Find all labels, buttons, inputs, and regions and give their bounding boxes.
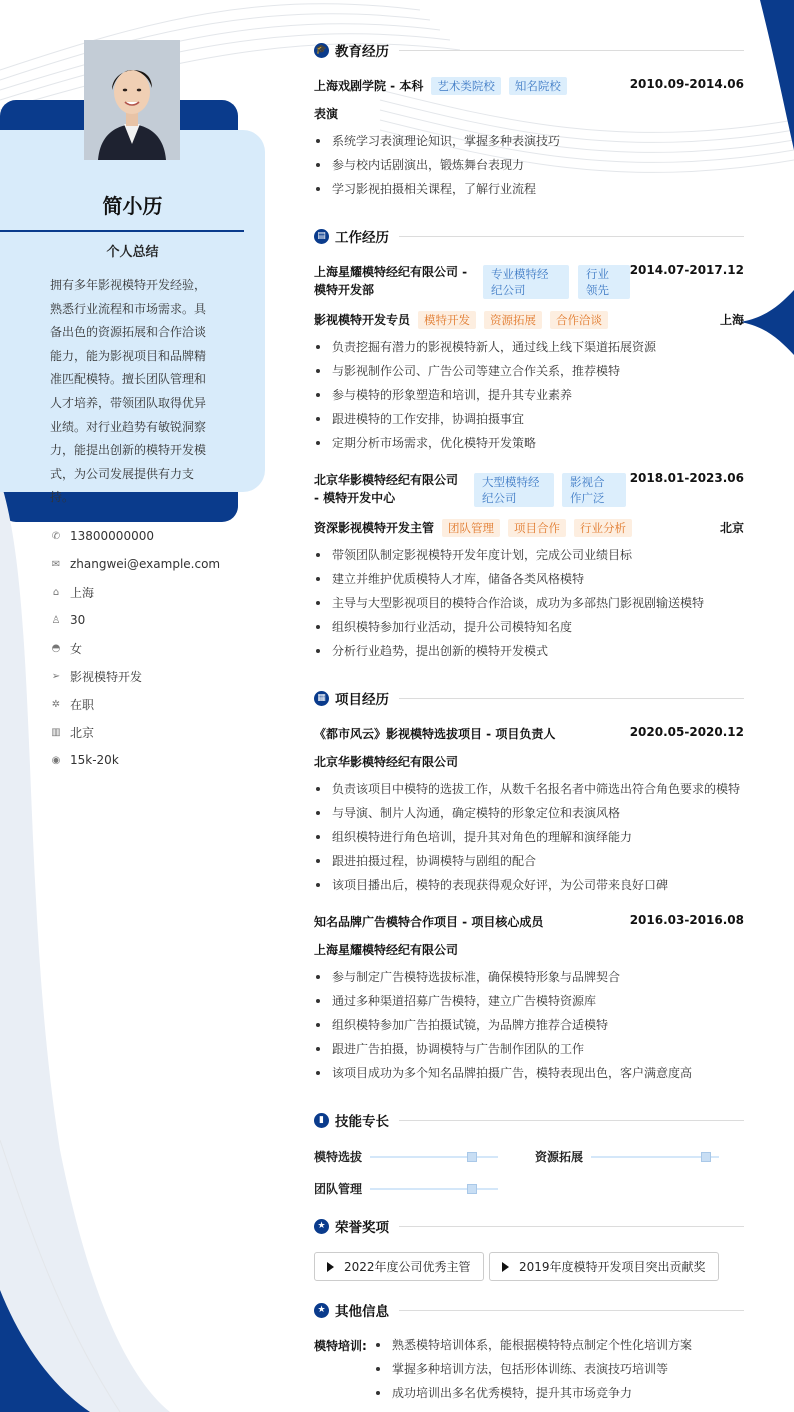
work-row-2: 北京华影模特经纪有限公司 - 模特开发中心 大型模特经 纪公司 影视合 作广泛 2018.01-2023.06 <box>314 471 744 505</box>
work-city: 北京 <box>719 521 744 535</box>
list-item: 该项目成功为多个知名品牌拍摄广告，模特表现出色，客户满意度高 <box>314 1061 744 1085</box>
education-tag: 知名院校 <box>509 77 567 95</box>
salary-icon: ◉ <box>51 754 61 766</box>
skill-item: 模特选拔 <box>314 1148 498 1165</box>
work-date: 2014.07-2017.12 <box>629 263 744 277</box>
list-item: 负责挖掘有潜力的影视模特新人，通过线上线下渠道拓展资源 <box>314 335 744 359</box>
skill-bar <box>370 1156 498 1158</box>
role-tag: 行业分析 <box>574 519 632 537</box>
list-item: 参与制定广告模特选拔标准，确保模特形象与品牌契合 <box>314 965 744 989</box>
company-tag: 影视合 作广泛 <box>562 473 626 507</box>
role-tag: 模特开发 <box>418 311 476 329</box>
gender-icon: ◓ <box>51 642 61 654</box>
phone-icon: ✆ <box>51 530 61 542</box>
list-item: 系统学习表演理论知识，掌握多种表演技巧 <box>314 129 744 153</box>
home-icon: ⌂ <box>52 586 60 598</box>
list-item: 跟进广告拍摄，协调模特与广告制作团队的工作 <box>314 1037 744 1061</box>
work-role-1: 影视模特开发专员 模特开发 资源拓展 合作洽谈 上海 <box>314 313 744 327</box>
list-item: 组织模特进行角色培训，提升其对角色的理解和演绎能力 <box>314 825 744 849</box>
skill-item: 团队管理 <box>314 1180 498 1197</box>
building-icon: ▥ <box>51 726 61 738</box>
contact-email[interactable]: ✉ zhangwei@example.com <box>51 557 221 571</box>
contact-age: ♙ 30 <box>51 613 86 627</box>
profile-photo <box>84 40 180 160</box>
company-tag: 行业 领先 <box>578 265 630 299</box>
company-tag: 大型模特经 纪公司 <box>474 473 554 507</box>
age-icon: ♙ <box>51 614 61 626</box>
list-item: 带领团队制定影视模特开发年度计划，完成公司业绩目标 <box>314 543 744 567</box>
role-tag: 资源拓展 <box>484 311 542 329</box>
list-item: 组织模特参加行业活动，提升公司模特知名度 <box>314 615 744 639</box>
bar-chart-icon: ▮ <box>314 1113 329 1128</box>
status-icon: ✲ <box>51 698 61 710</box>
role-tag: 团队管理 <box>442 519 500 537</box>
candidate-name: 简小历 <box>102 194 163 218</box>
role-tag: 项目合作 <box>508 519 566 537</box>
project-bullets-2 <box>314 965 744 1085</box>
contact-city: ▥ 北京 <box>51 725 95 740</box>
work-row-1: 上海星耀模特经纪有限公司 - 模特开发部 专业模特经 纪公司 行业 领先 2014.07-2017.12 <box>314 263 744 297</box>
info-icon: ★ <box>314 1303 329 1318</box>
work-date: 2018.01-2023.06 <box>629 471 744 485</box>
list-item: 负责该项目中模特的选拔工作，从数千名报名者中筛选出符合角色要求的模特 <box>314 777 744 801</box>
list-item: 定期分析市场需求，优化模特开发策略 <box>314 431 744 455</box>
contact-phone: ✆ 13800000000 <box>51 529 154 543</box>
education-row: 上海戏剧学院 - 本科 艺术类院校 知名院校 2010.09-2014.06 <box>314 77 744 93</box>
list-item: 分析行业趋势，提出创新的模特开发模式 <box>314 639 744 663</box>
contact-list <box>50 522 220 774</box>
skill-bar <box>370 1188 498 1190</box>
work-role-2: 资深影视模特开发主管 团队管理 项目合作 行业分析 北京 <box>314 521 744 535</box>
company-tag: 专业模特经 纪公司 <box>483 265 569 299</box>
play-icon <box>327 1262 334 1272</box>
project-row-2: 知名品牌广告模特合作项目 - 项目核心成员 2016.03-2016.08 <box>314 913 744 929</box>
project-header: ▦ 项目经历 <box>314 688 744 708</box>
awards-header: ★ 荣誉奖项 <box>314 1216 744 1236</box>
role-tag: 合作洽谈 <box>550 311 608 329</box>
project-date: 2016.03-2016.08 <box>629 913 744 927</box>
summary-text: 拥有多年影视模特开发经验，熟悉行业流程和市场需求。具备出色的资源拓展和合作洽谈能力，能为影视项目和品牌精准匹配模特。擅长团队管理和人才培养，带领团队取得优异业绩。对行业趋势有敏锐洞察力，能提出创新的模特开发模式，为公司发展提供有力支持。 <box>50 278 207 505</box>
email-icon: ✉ <box>51 558 61 570</box>
education-tag: 艺术类院校 <box>431 77 501 95</box>
list-item: 成功培训出多名优秀模特，提升其市场竞争力 <box>374 1381 744 1405</box>
contact-location: ⌂ 上海 <box>50 578 220 606</box>
education-header: 🎓 教育经历 <box>314 40 744 60</box>
project-company-1: 北京华影模特经纪有限公司 <box>314 755 459 769</box>
send-icon: ➢ <box>51 670 61 682</box>
list-item: 建立并维护优质模特人才库，储备各类风格模特 <box>314 567 744 591</box>
list-item: 掌握多种培训方法，包括形体训练、表演技巧培训等 <box>374 1357 744 1381</box>
education-bullets <box>314 129 744 201</box>
name-divider <box>0 230 244 232</box>
list-item: 参与校内话剧演出，锻炼舞台表现力 <box>314 153 744 177</box>
play-icon <box>502 1262 509 1272</box>
other-header: ★ 其他信息 <box>314 1300 744 1320</box>
list-item: 通过多种渠道招募广告模特，建立广告模特资源库 <box>314 989 744 1013</box>
skill-level-marker <box>467 1152 477 1162</box>
skill-level-marker <box>467 1184 477 1194</box>
summary-title: 个人总结 <box>106 245 159 260</box>
list-item: 该项目播出后，模特的表现获得观众好评，为公司带来良好口碑 <box>314 873 744 897</box>
project-row-1: 《都市风云》影视模特选拔项目 - 项目负责人 2020.05-2020.12 <box>314 725 744 741</box>
skills-header: ▮ 技能专长 <box>314 1110 744 1130</box>
skill-level-marker <box>701 1152 711 1162</box>
award-item: 2019年度模特开发项目突出贡献奖 <box>489 1252 719 1281</box>
education-date: 2010.09-2014.06 <box>629 77 744 91</box>
list-item: 与导演、制片人沟通，确定模特的形象定位和表演风格 <box>314 801 744 825</box>
briefcase-icon: ▤ <box>314 229 329 244</box>
list-item: 学习影视拍摄相关课程，了解行业流程 <box>314 177 744 201</box>
list-item: 参与模特的形象塑造和培训，提升其专业素养 <box>314 383 744 407</box>
contact-status: ✲ 在职 <box>51 697 95 712</box>
list-item: 熟悉模特培训体系，能根据模特特点制定个性化培训方案 <box>374 1333 744 1357</box>
work-bullets-2 <box>314 543 744 663</box>
other-bullets <box>374 1333 744 1405</box>
work-header: ▤ 工作经历 <box>314 226 744 246</box>
list-item: 与影视制作公司、广告公司等建立合作关系，推荐模特 <box>314 359 744 383</box>
skill-bar <box>591 1156 719 1158</box>
project-date: 2020.05-2020.12 <box>629 725 744 739</box>
award-icon: ★ <box>314 1219 329 1234</box>
work-city: 上海 <box>719 313 744 327</box>
graduation-cap-icon: 🎓 <box>314 43 329 58</box>
contact-position: ➢ 影视模特开发 <box>51 669 143 684</box>
grid-icon: ▦ <box>314 691 329 706</box>
award-item: 2022年度公司优秀主管 <box>314 1252 484 1281</box>
work-bullets-1 <box>314 335 744 455</box>
other-label-row: 模特培训: <box>314 1339 367 1353</box>
list-item: 主导与大型影视项目的模特合作洽谈，成功为多部热门影视剧输送模特 <box>314 591 744 615</box>
contact-gender: ◓ 女 <box>51 641 83 656</box>
project-company-2: 上海星耀模特经纪有限公司 <box>314 943 459 957</box>
skill-item: 资源拓展 <box>535 1148 719 1165</box>
education-major: 表演 <box>314 107 339 121</box>
list-item: 跟进模特的工作安排，协调拍摄事宜 <box>314 407 744 431</box>
list-item: 组织模特参加广告拍摄试镜，为品牌方推荐合适模特 <box>314 1013 744 1037</box>
list-item: 跟进拍摄过程，协调模特与剧组的配合 <box>314 849 744 873</box>
project-bullets-1 <box>314 777 744 897</box>
contact-salary: ◉ 15k-20k <box>51 753 119 767</box>
